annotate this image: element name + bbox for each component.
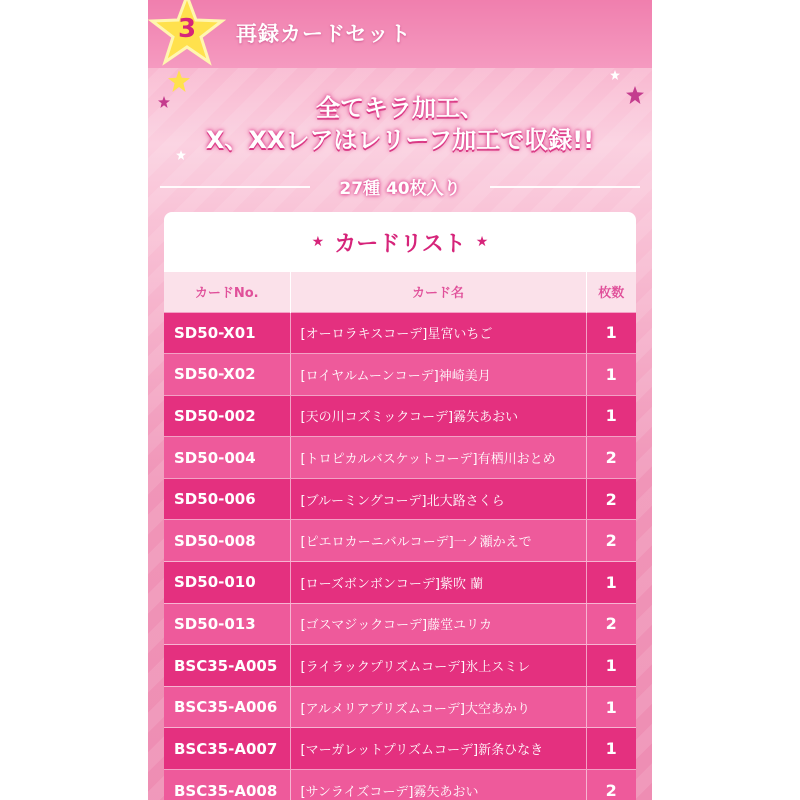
card-qty-cell: 2 bbox=[586, 770, 636, 800]
headline-line-2: X、XXレアはレリーフ加工で収録!! bbox=[205, 126, 595, 154]
sparkle-star-icon bbox=[610, 70, 620, 80]
card-name-cell: [トロピカルバスケットコーデ]有栖川おとめ bbox=[290, 437, 586, 479]
small-star-icon: ★ bbox=[311, 234, 325, 250]
card-qty-cell: 2 bbox=[586, 520, 636, 562]
card-number-cell: SD50-X01 bbox=[164, 312, 290, 354]
card-number-cell: BSC35-A005 bbox=[164, 645, 290, 687]
card-list-panel bbox=[164, 212, 636, 800]
headline bbox=[148, 92, 652, 156]
table-row bbox=[164, 520, 636, 562]
header-qty: 枚数 bbox=[586, 272, 636, 312]
card-list-title: カードリスト bbox=[334, 231, 466, 257]
card-list-table bbox=[164, 272, 636, 800]
card-name-cell: [ロイヤルムーンコーデ]神崎美月 bbox=[290, 354, 586, 396]
card-qty-cell: 2 bbox=[586, 437, 636, 479]
card-number-cell: SD50-013 bbox=[164, 603, 290, 645]
sparkle-star-icon bbox=[168, 70, 190, 92]
section-title: 再録カードセット bbox=[236, 22, 412, 46]
card-number-cell: BSC35-A008 bbox=[164, 770, 290, 800]
card-qty-cell: 1 bbox=[586, 686, 636, 728]
card-number-cell: BSC35-A007 bbox=[164, 728, 290, 770]
card-number-cell: BSC35-A006 bbox=[164, 686, 290, 728]
card-number-cell: SD50-006 bbox=[164, 478, 290, 520]
card-number-cell: SD50-008 bbox=[164, 520, 290, 562]
card-qty-cell: 1 bbox=[586, 395, 636, 437]
section-number: 3 bbox=[177, 14, 197, 44]
card-name-cell: [ブルーミングコーデ]北大路さくら bbox=[290, 478, 586, 520]
card-name-cell: [アルメリアプリズムコーデ]大空あかり bbox=[290, 686, 586, 728]
card-qty-cell: 1 bbox=[586, 562, 636, 604]
right-margin bbox=[652, 0, 800, 800]
table-row bbox=[164, 770, 636, 800]
table-row bbox=[164, 562, 636, 604]
card-name-cell: [サンライズコーデ]霧矢あおい bbox=[290, 770, 586, 800]
left-margin bbox=[0, 0, 148, 800]
card-number-cell: SD50-002 bbox=[164, 395, 290, 437]
content-area bbox=[148, 0, 652, 800]
card-qty-cell: 2 bbox=[586, 603, 636, 645]
card-name-cell: [ピエロカーニバルコーデ]一ノ瀬かえで bbox=[290, 520, 586, 562]
header-card-name: カード名 bbox=[290, 272, 586, 312]
table-row bbox=[164, 478, 636, 520]
card-number-cell: SD50-X02 bbox=[164, 354, 290, 396]
header-card-no: カードNo. bbox=[164, 272, 290, 312]
card-qty-cell: 1 bbox=[586, 312, 636, 354]
section-number-badge bbox=[148, 0, 226, 70]
card-name-cell: [ゴスマジックコーデ]藤堂ユリカ bbox=[290, 603, 586, 645]
table-row bbox=[164, 686, 636, 728]
table-row bbox=[164, 395, 636, 437]
card-qty-cell: 1 bbox=[586, 354, 636, 396]
card-name-cell: [ライラックプリズムコーデ]氷上スミレ bbox=[290, 645, 586, 687]
table-row bbox=[164, 437, 636, 479]
table-header-row bbox=[164, 272, 636, 312]
card-count: 27種 40枚入り bbox=[339, 179, 461, 199]
card-number-cell: SD50-004 bbox=[164, 437, 290, 479]
table-row bbox=[164, 728, 636, 770]
table-row bbox=[164, 603, 636, 645]
table-row bbox=[164, 645, 636, 687]
table-row bbox=[164, 312, 636, 354]
card-number-cell: SD50-010 bbox=[164, 562, 290, 604]
card-name-cell: [ローズボンボンコーデ]紫吹 蘭 bbox=[290, 562, 586, 604]
table-row bbox=[164, 354, 636, 396]
card-qty-cell: 2 bbox=[586, 478, 636, 520]
card-list-heading bbox=[164, 212, 636, 272]
card-name-cell: [天の川コズミックコーデ]霧矢あおい bbox=[290, 395, 586, 437]
section-banner bbox=[148, 0, 652, 68]
card-name-cell: [オーロラキスコーデ]星宮いちご bbox=[290, 312, 586, 354]
card-qty-cell: 1 bbox=[586, 728, 636, 770]
card-name-cell: [マーガレットプリズムコーデ]新条ひなき bbox=[290, 728, 586, 770]
small-star-icon: ★ bbox=[475, 234, 489, 250]
card-qty-cell: 1 bbox=[586, 645, 636, 687]
headline-line-1: 全てキラ加工、 bbox=[316, 94, 484, 122]
